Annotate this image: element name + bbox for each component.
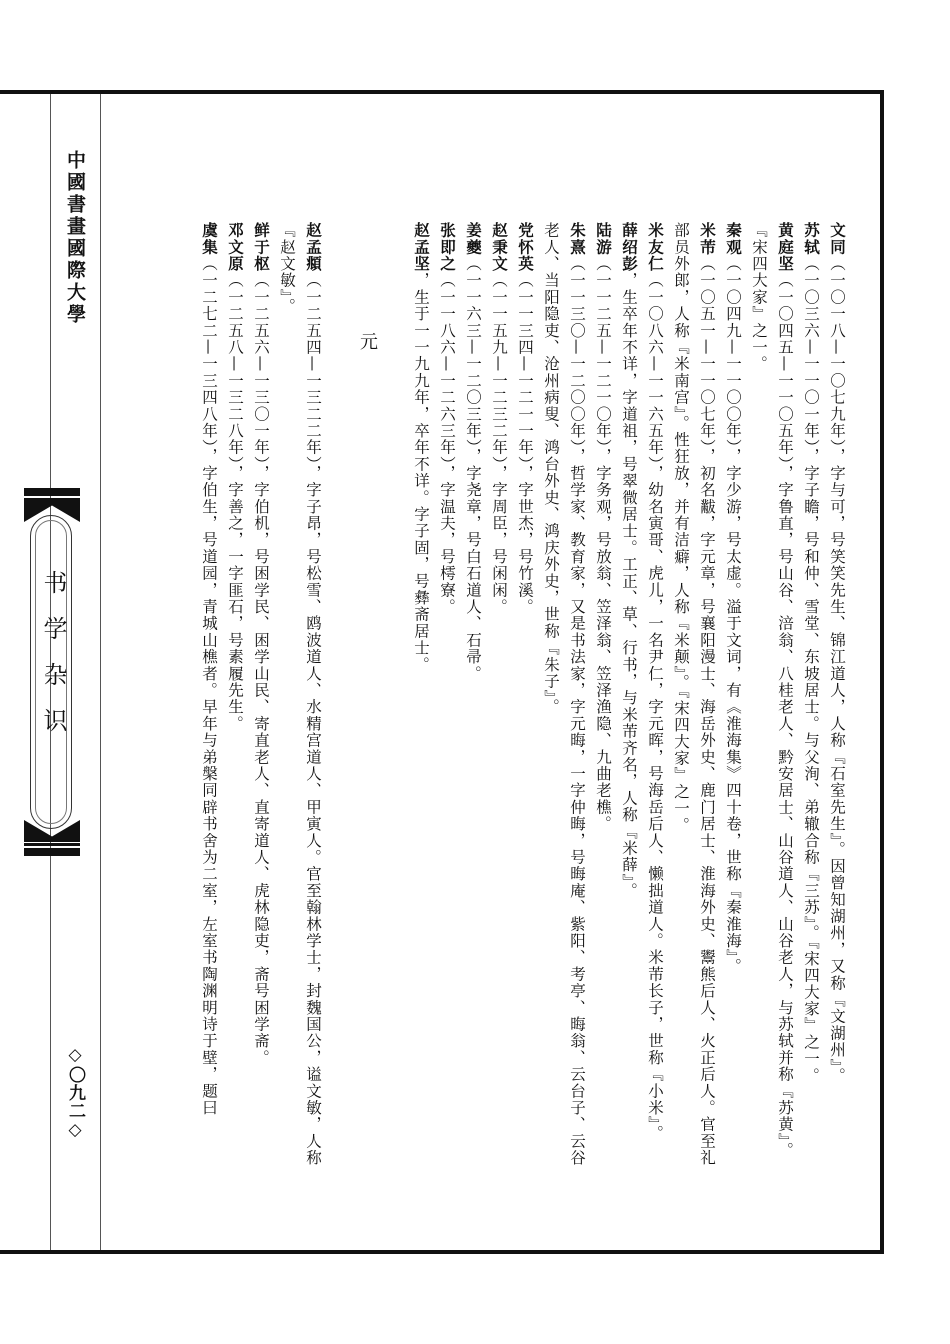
- entry-su-shi: 苏轼（一〇三六—一一〇一年），字子瞻，号和仲、雪堂、东坡居士。与父洵、弟辙合称『三苏』。『宋四大家』之一。: [802, 222, 821, 1084]
- entry-qin-guan: 秦观（一〇四九—一一〇〇年），字少游，号太虚。溢于文词，有《淮海集》四十卷，世称『秦淮海』。: [724, 222, 743, 975]
- entry-xianyu-shu: 鲜于枢（一二五六—一三〇一年），字伯机，号困学民、困学山民、寄直老人、直寄道人、虎林隐吏，斋号困学斋。: [252, 222, 271, 1066]
- section-heading-yuan: 元: [357, 332, 378, 354]
- frame-bottom-border: [0, 1250, 884, 1254]
- entry-huang-tingjian: 黄庭坚（一〇四五—一一〇五年），字鲁直，号山谷、涪翁、八桂老人、黔安居士、山谷道人、山谷老人，与苏轼并称『苏黄』。『宋四大家』之一。: [750, 222, 795, 1159]
- sidebar-rule-right: [100, 94, 101, 1250]
- entry-jiang-kui: 姜夔（一一六三—一二〇三年），字尧章，号白石道人、石帚。: [464, 222, 483, 682]
- ornament-bar-top-thick: [24, 488, 80, 496]
- entry-zhang-jizhi: 张即之（一一八六—一二六三年），字温夫，号樗寮。: [438, 222, 457, 616]
- entry-zhu-xi: 朱熹（一一三〇—一二〇〇年），哲学家、教育家，又是书法家，字元晦，一字仲晦，号晦庵、紫阳、考亭、晦翁、云台子、云谷老人、当阳隐吏、沧州病叟、鸿台外史、鸿庆外史，世称『朱子』。: [542, 222, 587, 1167]
- entry-wen-tong: 文同（一〇一八—一〇七九年），字与可，号笑笑先生、锦江道人，人称『石室先生』。因曾知湖州，又称『文湖州』。: [828, 222, 847, 1084]
- entry-deng-wenyuan: 邓文原（一二五八—一三二八年），字善之，一字匪石，号素履先生。: [226, 222, 245, 732]
- entry-mi-youren: 米友仁（一〇八六—一一六五年），幼名寅哥、虎儿，一名尹仁，字元晖，号海岳后人、懒拙道人。米芾长子，世称『小米』。: [646, 222, 665, 1142]
- entry-lu-you: 陆游（一一二五—一二一〇年），字务观，号放翁、笠泽翁、笠泽渔隐、九曲老樵。: [594, 222, 613, 833]
- book-title: 书学杂识: [39, 570, 67, 754]
- entry-zhao-mengjian: 赵孟坚，生于一一九九年，卒年不详。字子固，号彝斋居士。: [412, 222, 431, 673]
- page-number: ◇〇九二◇: [65, 1045, 85, 1141]
- entry-dang-huaiying: 党怀英（一一三四—一二一一年），字世杰，号竹溪。: [516, 222, 535, 616]
- entry-zhao-mengfu: 赵孟頫（一二五四—一三二二年），字子昂，号松雪、鸥波道人、水精宫道人、甲寅人。官至翰林学士，封魏国公，谥文敏，人称『赵文敏』。: [278, 222, 323, 1167]
- entry-mi-fu: 米芾（一〇五一—一一〇七年），初名黻，字元章，号襄阳漫士、海岳外史、鹿门居士、淮海外史、鬻熊后人、火正后人。官至礼部员外郎，人称『米南宫』。性狂放，并有洁癖，人称『米颠』。『宋四大家』之一。: [672, 222, 717, 1167]
- ornament-bar-bottom-thick: [24, 848, 80, 856]
- frame-top-border: [0, 90, 884, 94]
- ornament-bar-bottom-thin: [24, 843, 80, 846]
- main-text: [130, 222, 850, 1182]
- entry-zhao-bingwen: 赵秉文（一一五九—一二三二年），字周臣，号闲闲。: [490, 222, 509, 616]
- frame-right-border: [880, 90, 884, 1254]
- entry-yu-ji: 虞集（一二七二—一三四八年），字伯生，号道园，青城山樵者。早年与弟槃同辟书舍为二室，左室书陶渊明诗于壁，题曰: [200, 222, 219, 1117]
- publisher-title: 中國書畫國際大學: [64, 150, 86, 326]
- entry-xue-shaopeng: 薛绍彭，生卒年不详，字道祖，号翠微居士。工正、草、行书，与米芾齐名，人称『米薛』。: [620, 222, 639, 899]
